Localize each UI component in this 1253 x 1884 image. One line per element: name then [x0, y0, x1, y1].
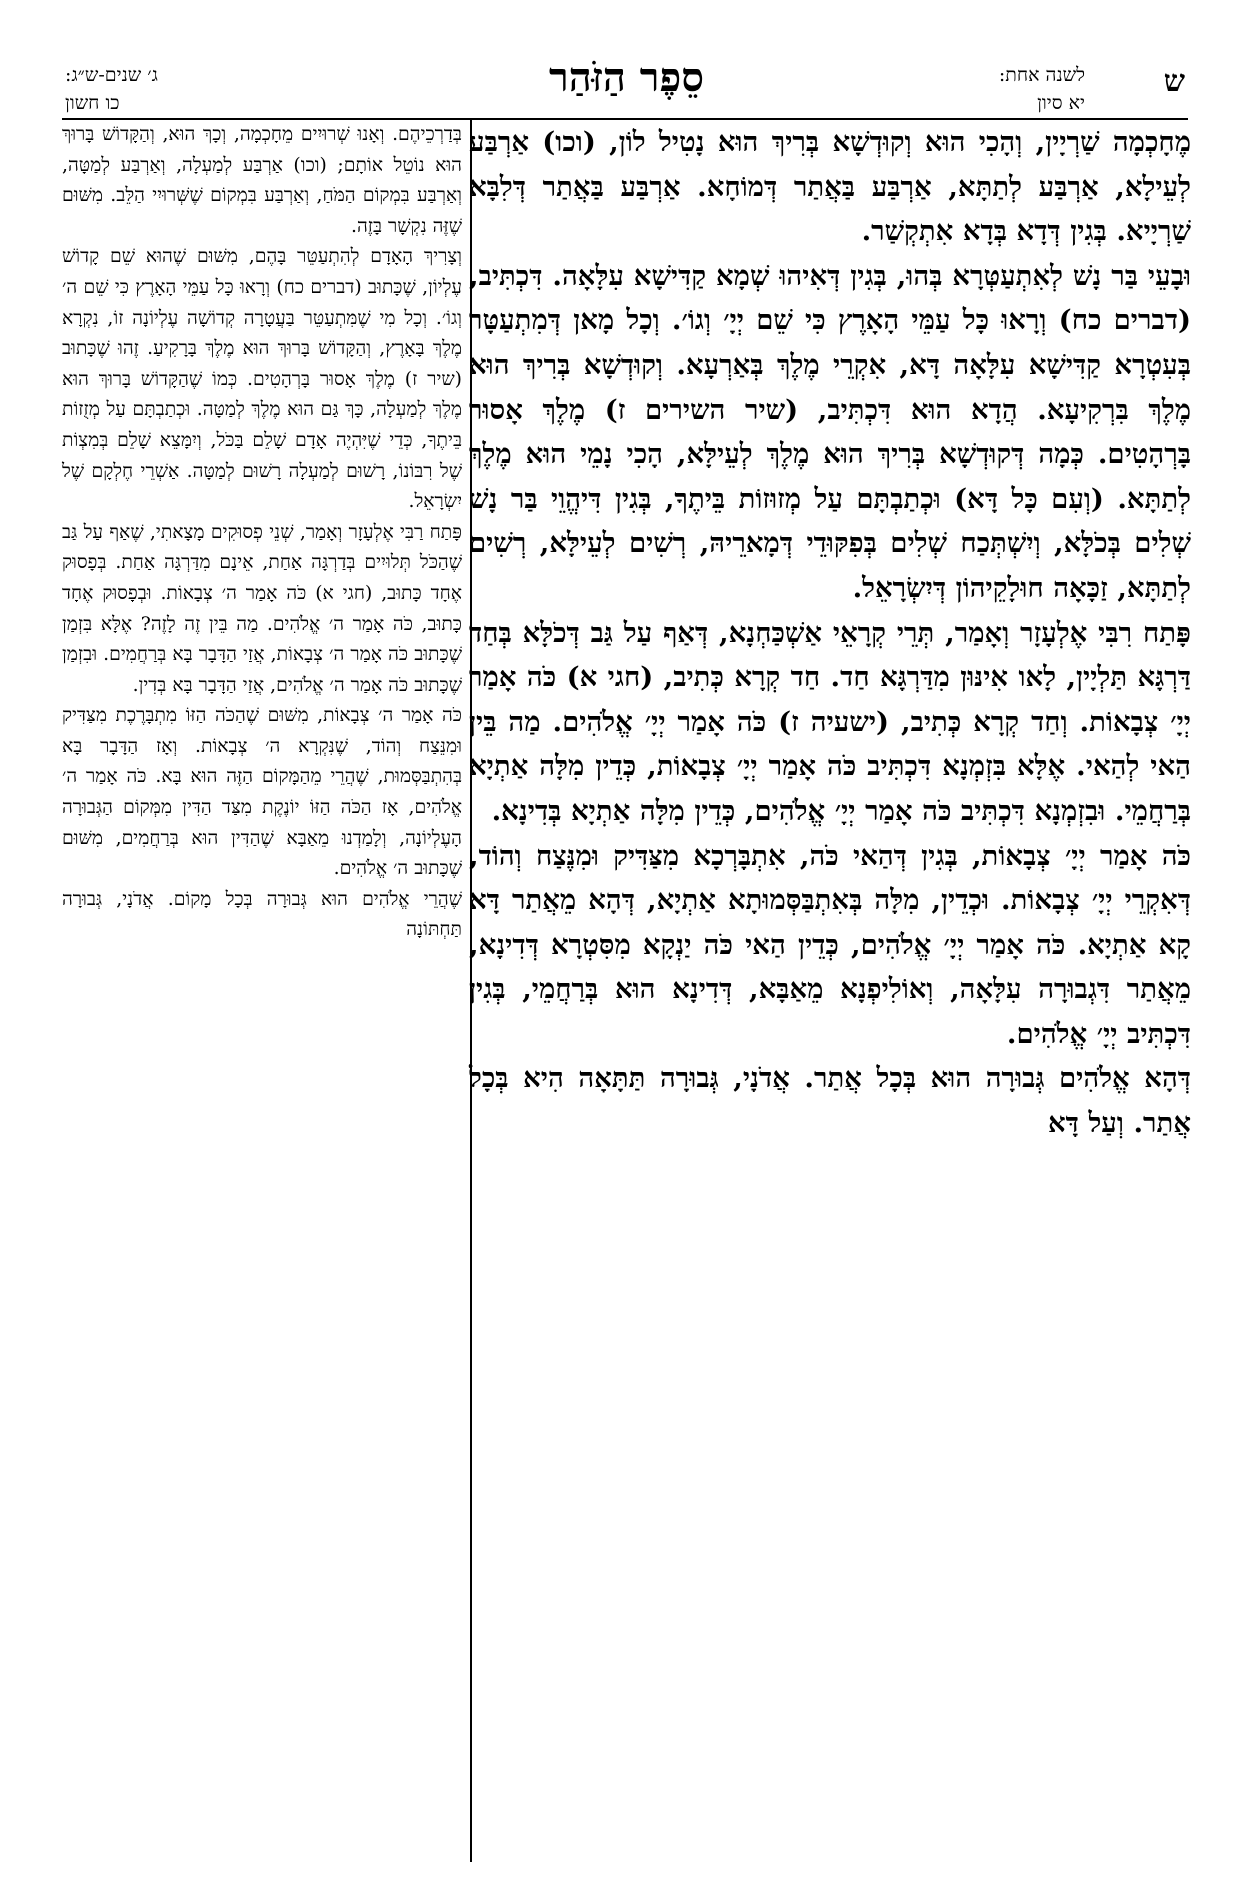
header-right-date: יא סיון	[1037, 92, 1085, 114]
aramaic-paragraph: כֹּה אָמַר יְיָ׳ צְבָאוֹת, בְּגִין דְּהַאי כֹּה, אִתְבָּרְכָא מִצַּדִּיק וּמִנֶּצַח וְהוֹד, דְּאִקְרֵי יְיָ׳ צְבָאוֹת. וּכְדֵין, מִלָּה בְּאִתְבַּסְּמוּתָא אַתְיָא, דְּהָא מֵאֲתַר דָּא קָא אַתְיָא. כֹּה אָמַר יְיָ׳ אֱלֹהִים, כְּדֵין הַאי כֹּה יַנְקָא מִסִּטְרָא דְּדִינָא, מֵאֲתַר דִּגְבוּרָה עִלָּאָה, וְאוֹלִיפְנָא מֵאַבָּא, דְּדִינָא הוּא בְּרַחֲמֵי, בְּגִין דִּכְתִּיב יְיָ׳ אֱלֹהִים.	[469, 839, 1191, 1050]
header-left-date: כו חשון	[65, 92, 120, 114]
hebrew-translation-column	[62, 120, 462, 946]
hebrew-paragraph: בְּדַרְכֵיהֶם. וְאָנוּ שְׁרוּיִים מֵחָכְמָה, וְכָךְ הוּא, וְהַקָּדוֹשׁ בָּרוּךְ הוּא נוֹטֵל אוֹתָם; (וכו) אַרְבַּע לְמַעְלָה, וְאַרְבַּע לְמַטָּה, וְאַרְבַּע בִּמְקוֹם הַמֹּחַ, וְאַרְבַּע בִּמְקוֹם שֶׁשְּׁרוּיִי הַלֵּב. מִשּׁוּם שֶׁזֶּה נִקְשָׁר בָּזֶה.	[62, 124, 462, 237]
header-left-study-schedule: ג׳ שנים-ש״ג:	[65, 64, 158, 86]
book-title: סֵפֶר הַזֹּהַר	[549, 54, 704, 101]
hebrew-paragraph: וְצָרִיךְ הָאָדָם לְהִתְעַטֵּר בָּהֶם, מִשּׁוּם שֶׁהוּא שֵׁם קָדוֹשׁ עֶלְיוֹן, שֶׁכָּתוּב (דברים כח) וְרָאוּ כָּל עַמֵּי הָאָרֶץ כִּי שֵׁם ה׳ וְגוֹ׳. וְכָל מִי שֶׁמִּתְעַטֵּר בַּעֲטָרָה קְדוֹשָׁה עֶלְיוֹנָה זוֹ, נִקְרָא מֶלֶךְ בָּאָרֶץ, וְהַקָּדוֹשׁ בָּרוּךְ הוּא מֶלֶךְ בָּרָקִיעַ. זֶהוּ שֶׁכָּתוּב (שיר ז) מֶלֶךְ אָסוּר בָּרְהָטִים. כְּמוֹ שֶׁהַקָּדוֹשׁ בָּרוּךְ הוּא מֶלֶךְ לְמַעְלָה, כָּךְ גַּם הוּא מֶלֶךְ לְמַטָּה. וּכְתַבְתָּם עַל מְזֻזוֹת בֵּיתֶךָ, כְּדֵי שֶׁיִּהְיֶה אָדָם שָׁלֵם בַּכֹּל, וְיִמָּצֵא שָׁלֵם בְּמִצְוֹת שֶׁל רִבּוֹנוֹ, רָשׁוּם לְמַעְלָה רָשׁוּם לְמַטָּה. אַשְׁרֵי חֶלְקָם שֶׁל יִשְׂרָאֵל.	[62, 246, 462, 513]
aramaic-paragraph: דְּהָא אֱלֹהִים גְּבוּרָה הוּא בְּכָל אֲתַר. אֲדֹנָי, גְּבוּרָה תַּתָּאָה הִיא בְּכָל אֲתַר. וְעַל דָּא	[469, 1062, 1191, 1140]
aramaic-paragraph: וּבָעֵי בַּר נָשׁ לְאִתְעַטְּרָא בְּהוּ, בְּגִין דְּאִיהוּ שְׁמָא קַדִּישָׁא עִלָּאָה. דִּכְתִּיב, (דברים כח) וְרָאוּ כָּל עַמֵּי הָאָרֶץ כִּי שֵׁם יְיָ׳ וְגוֹ׳. וְכָל מָאן דְּמִתְעַטָּר בְּעִטְרָא קַדִּישָׁא עִלָּאָה דָּא, אִקְרֵי מֶלֶךְ בְּאַרְעָא. וְקוּדְשָׁא בְּרִיךְ הוּא מֶלֶךְ בִּרְקִיעָא. הֲדָא הוּא דִּכְתִּיב, (שיר השירים ז) מֶלֶךְ אָסוּר בָּרְהָטִים. כְּמָה דְּקוּדְשָׁא בְּרִיךְ הוּא מֶלֶךְ לְעֵילָּא, הָכִי נָמֵי הוּא מֶלֶךְ לְתַתָּא. (וְעִם כָּל דָּא) וּכְתַבְתָּם עַל מְזוּזוֹת בֵּיתֶךָ, בְּגִין דִּיהֱוֵי בַּר נָשׁ שְׁלִים בְּכֹלָּא, וְיִשְׁתְּכַח שְׁלִים בְּפִקּוּדֵי דְּמָארֵיהּ, רְשִׁים לְעֵילָּא, רְשִׁים לְתַתָּא, זַכָּאָה חוּלָקֵיהוֹן דְּיִשְׂרָאֵל.	[469, 259, 1191, 604]
page-number: ש	[1163, 64, 1185, 99]
hebrew-paragraph: כֹּה אָמַר ה׳ צְבָאוֹת, מִשּׁוּם שֶׁהַכֹּה הַזּוֹ מִתְבָּרֶכֶת מִצַּדִּיק וּמִנֵּצַח וְהוֹד, שֶׁנִּקְרָא ה׳ צְבָאוֹת. וְאָז הַדָּבָר בָּא בְּהִתְבַּסְּמוּת, שֶׁהֲרֵי מֵהַמָּקוֹם הַזֶּה הוּא בָּא. כֹּה אָמַר ה׳ אֱלֹהִים, אָז הַכֹּה הַזּוֹ יוֹנֶקֶת מִצַּד הַדִּין מִמְּקוֹם הַגְּבוּרָה הָעֶלְיוֹנָה, וְלָמַדְנוּ מֵאַבָּא שֶׁהַדִּין הוּא בְּרַחֲמִים, מִשּׁוּם שֶׁכָּתוּב ה׳ אֱלֹהִים.	[62, 705, 462, 880]
aramaic-paragraph: פָּתַח רִבִּי אֶלְעָזָר וְאָמַר, תְּרֵי קְרָאֵי אַשְׁכַּחְנָא, דְּאַף עַל גַּב דְּכֹלָּא בְּחַד דַּרְגָּא תַּלְיָין, לָאו אִינּוּן מִדַּרְגָּא חַד. חַד קְרָא כְּתִיב, (חגי א) כֹּה אָמַר יְיָ׳ צְבָאוֹת. וְחַד קְרָא כְּתִיב, (ישעיה ז) כֹּה אָמַר יְיָ׳ אֱלֹהִים. מַה בֵּין הַאי לְהַאי. אֶלָּא בִּזְמְנָא דִּכְתִּיב כֹּה אָמַר יְיָ׳ צְבָאוֹת, כְּדֵין מִלָּה אַתְיָא בְּרַחֲמֵי. וּבִזְמְנָא דִּכְתִּיב כֹּה אָמַר יְיָ׳ אֱלֹהִים, כְּדֵין מִלָּה אַתְיָא בְּדִינָא.	[469, 616, 1191, 827]
hebrew-paragraph: שֶׁהֲרֵי אֱלֹהִים הוּא גְּבוּרָה בְּכָל מָקוֹם. אֲדֹנָי, גְּבוּרָה תַּחְתּוֹנָה	[62, 888, 462, 941]
aramaic-text-column	[469, 120, 1191, 1146]
aramaic-paragraph: מֶחָכְמָה שַׁרְיָין, וְהָכִי הוּא וְקוּדְשָׁא בְּרִיךְ הוּא נָטִיל לוֹן, (וכו) אַרְבַּע לְעֵילָא, אַרְבַּע לְתַתָּא, אַרְבַּע בַּאֲתַר דְּמוֹחָא. אַרְבַּע בַּאֲתַר דְּלִבָּא שַׁרְיָיא. בְּגִין דְּדָא בְּדָא אִתְקְשַׁר.	[469, 126, 1191, 248]
header-right-study-schedule: לשנה אחת:	[998, 64, 1085, 86]
hebrew-paragraph: פָּתַח רַבִּי אֶלְעָזָר וְאָמַר, שְׁנֵי פְסוּקִים מָצָאתִי, שֶׁאַף עַל גַּב שֶׁהַכֹּל תְּלוּיִים בְּדַרְגָּה אַחַת, אֵינָם מִדַּרְגָּה אַחַת. בְּפָסוּק אֶחָד כָּתוּב, (חגי א) כֹּה אָמַר ה׳ צְבָאוֹת. וּבְפָסוּק אֶחָד כָּתוּב, כֹּה אָמַר ה׳ אֱלֹהִים. מַה בֵּין זֶה לָזֶה? אֶלָּא בִּזְמַן שֶׁכָּתוּב כֹּה אָמַר ה׳ צְבָאוֹת, אֲזַי הַדָּבָר בָּא בְּרַחֲמִים. וּבִזְמַן שֶׁכָּתוּב כֹּה אָמַר ה׳ אֱלֹהִים, אֲזַי הַדָּבָר בָּא בְּדִין.	[62, 521, 462, 696]
page-header	[0, 52, 1253, 120]
